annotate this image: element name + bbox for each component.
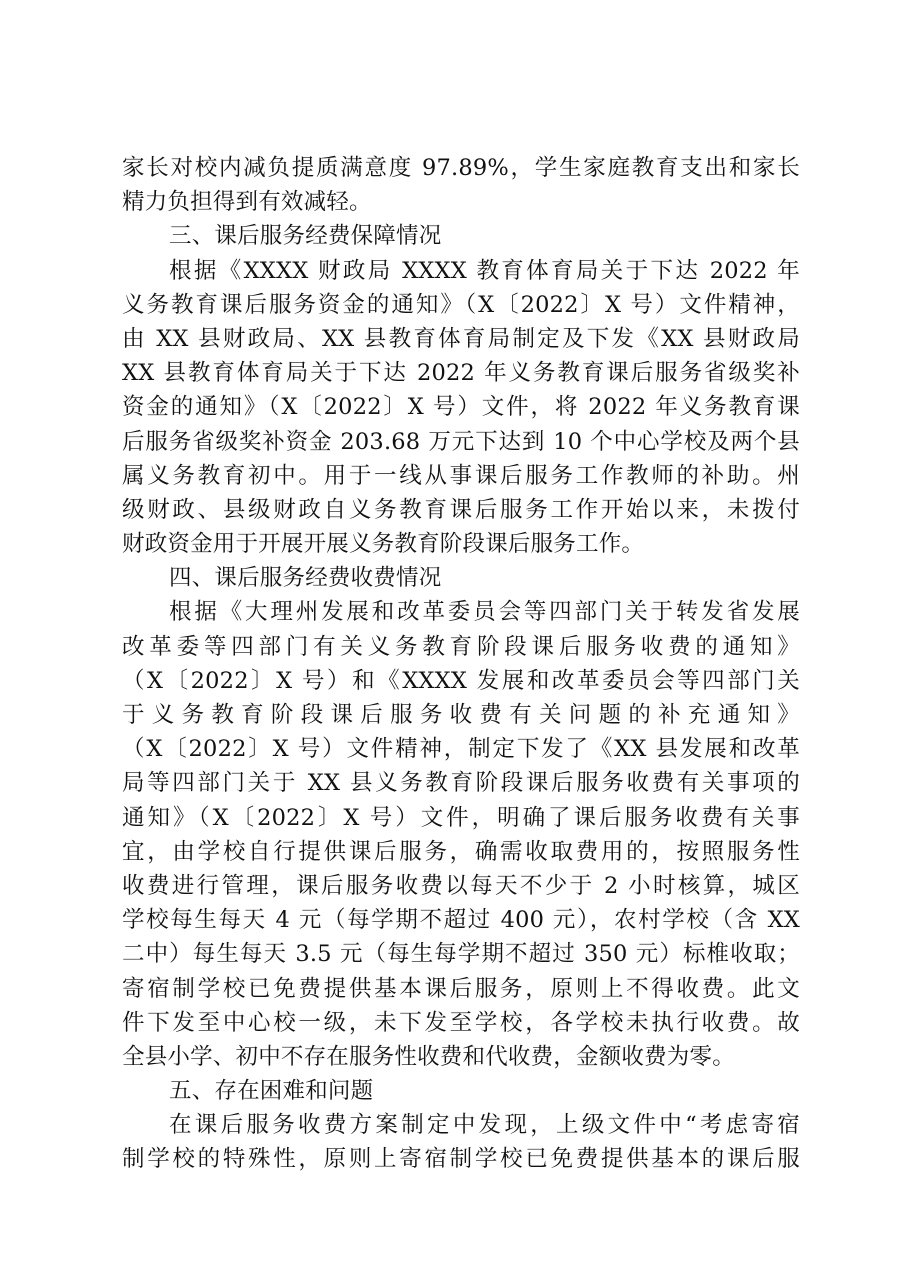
body-text-line: 属义务教育初中。用于一线从事课后服务工作教师的补助。州	[122, 462, 800, 489]
section-heading: 四、课后服务经费收费情况	[169, 565, 442, 592]
body-text-line: 于义务教育阶段课后服务收费有关问题的补充通知》	[122, 702, 800, 728]
body-text-line: 级财政、县级财政自义务教育课后服务工作开始以来，未拨付	[122, 496, 800, 523]
body-text-line: 根据《XXXX 财政局 XXXX 教育体育局关于下达 2022 年	[169, 257, 800, 284]
body-text-line: XX 县教育体育局关于下达 2022 年义务教育课后服务省级奖补	[122, 360, 800, 387]
body-text-line: 由 XX 县财政局、XX 县教育体育局制定及下发《XX 县财政局	[122, 325, 800, 352]
body-text-line: 财政资金用于开展开展义务教育阶段课后服务工作。	[122, 531, 645, 558]
body-text-line: 义务教育课后服务资金的通知》（X〔2022〕X 号）文件精神，	[122, 291, 800, 318]
body-text-line: 收费进行管理，课后服务收费以每天不少于 2 小时核算，城区	[122, 872, 800, 899]
body-text-line: 通知》（X〔2022〕X 号）文件，明确了课后服务收费有关事	[122, 804, 800, 831]
body-text-line: 后服务省级奖补资金 203.68 万元下达到 10 个中心学校及两个县	[122, 428, 800, 455]
body-text-line: 资金的通知》（X〔2022〕X 号）文件，将 2022 年义务教育课	[122, 394, 800, 421]
body-text-line: 家长对校内减负提质满意度 97.89%，学生家庭教育支出和家长	[122, 155, 800, 181]
body-text-line: 在课后服务收费方案制定中发现，上级文件中“考虑寄宿	[169, 1112, 800, 1139]
body-text-line: 精力负担得到有效减轻。	[122, 189, 372, 216]
body-text-line: （X〔2022〕X 号）和《XXXX 发展和改革委员会等四部门关	[122, 667, 800, 694]
document-body	[122, 151, 800, 1177]
body-text-line: （X〔2022〕X 号）文件精神，制定下发了《XX 县发展和改革	[122, 736, 800, 763]
body-text-line: 学校每生每天 4 元（每学期不超过 400 元），农村学校（含 XX	[122, 907, 800, 934]
body-text-line: 制学校的特殊性，原则上寄宿制学校已免费提供基本的课后服	[122, 1146, 800, 1173]
body-text-line: 二中）每生每天 3.5 元（每生每学期不超过 350 元）标椎收取；	[122, 941, 800, 968]
body-text-line: 改革委等四部门有关义务教育阶段课后服务收费的通知》	[122, 633, 800, 660]
section-heading: 三、课后服务经费保障情况	[169, 223, 442, 250]
section-heading: 五、存在困难和问题	[169, 1078, 374, 1105]
body-text-line: 宜，由学校自行提供课后服务，确需收取费用的，按照服务性	[122, 838, 800, 865]
body-text-line: 根据《大理州发展和改革委员会等四部门关于转发省发展	[169, 599, 800, 626]
body-text-line: 寄宿制学校已免费提供基本课后服务，原则上不得收费。此文	[122, 975, 800, 1002]
body-text-line: 局等四部门关于 XX 县义务教育阶段课后服务收费有关事项的	[122, 770, 800, 797]
body-text-line: 全县小学、初中不存在服务性收费和代收费，金额收费为零。	[122, 1043, 735, 1070]
body-text-line: 件下发至中心校一级，未下发至学校，各学校未执行收费。故	[122, 1009, 800, 1036]
